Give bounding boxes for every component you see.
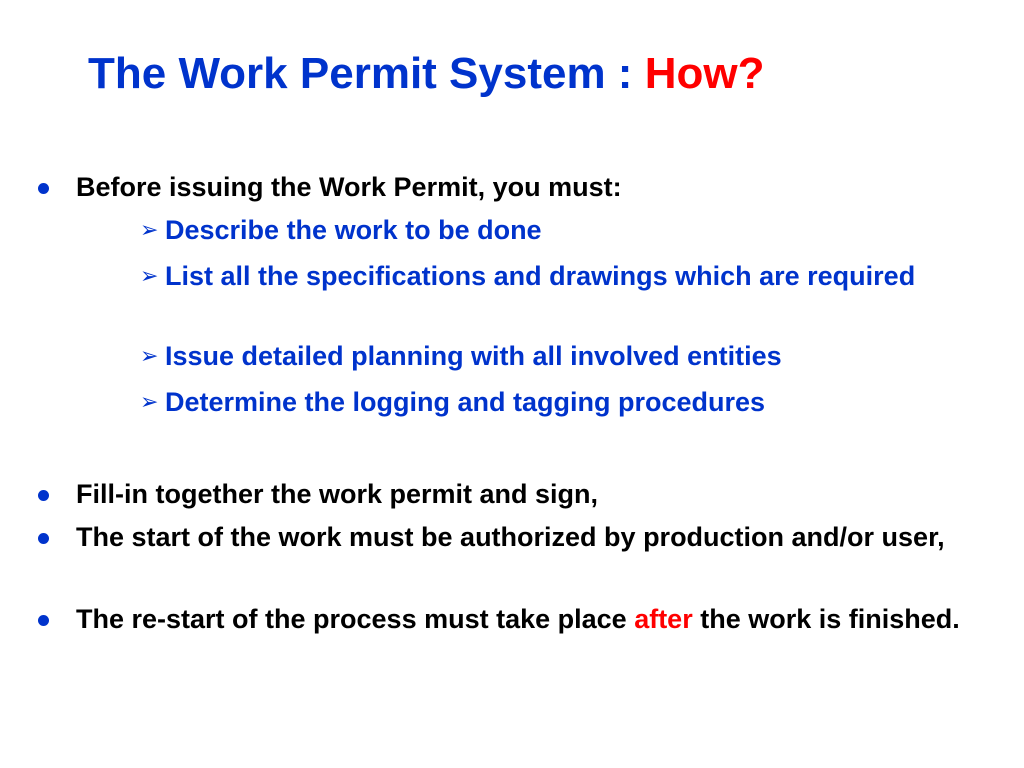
arrow-bullet-icon: ➢ <box>140 390 159 415</box>
bullet-dot-icon <box>38 615 49 626</box>
sub-item-text: Describe the work to be done <box>165 215 542 245</box>
arrow-bullet-icon: ➢ <box>140 264 159 289</box>
arrow-bullet-icon: ➢ <box>140 344 159 369</box>
sub-item <box>140 213 1000 248</box>
bullet-dot-icon <box>38 183 49 194</box>
bullet-text: Before issuing the Work Permit, you must: <box>76 172 622 202</box>
bullet-text <box>76 602 1018 637</box>
bullet-item <box>38 170 1018 205</box>
arrow-bullet-icon: ➢ <box>140 218 159 243</box>
bullet-item <box>38 477 1018 512</box>
bullet-text-before: The re-start of the process must take place <box>76 604 635 634</box>
slide-title-main: The Work Permit System : <box>88 49 645 98</box>
bullet-item <box>38 520 1018 555</box>
bullet-item <box>38 602 1018 637</box>
bullet-text-after: the work is finished. <box>692 604 960 634</box>
slide-title-accent: How? <box>644 49 765 98</box>
bullet-text: Fill-in together the work permit and sign, <box>76 479 599 509</box>
sub-item-text: Issue detailed planning with all involved entities <box>165 341 782 371</box>
sub-item-text: Determine the logging and tagging procedures <box>165 387 766 417</box>
sub-item <box>140 259 1000 294</box>
bullet-dot-icon <box>38 490 49 501</box>
sub-item-text: List all the specifications and drawings which are required <box>165 261 916 291</box>
bullet-text: The start of the work must be authorized by production and/or user, <box>76 522 945 552</box>
sub-item <box>140 385 1000 420</box>
sub-item <box>140 339 1000 374</box>
bullet-text-accent: after <box>634 604 693 634</box>
bullet-dot-icon <box>38 533 49 544</box>
